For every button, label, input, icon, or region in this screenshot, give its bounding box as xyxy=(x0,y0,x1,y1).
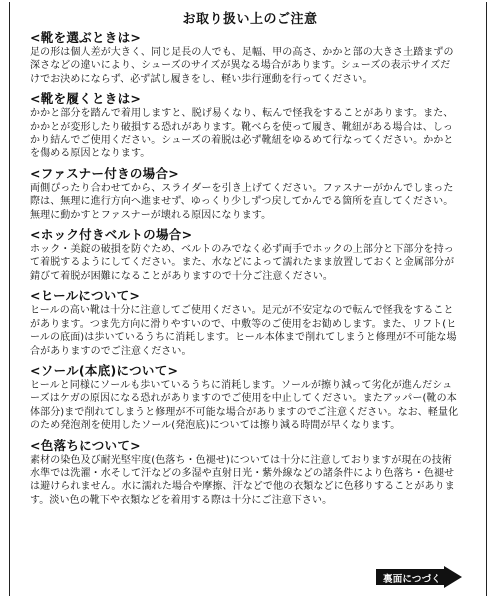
section-heel xyxy=(30,288,460,358)
section-heading: <靴を選ぶときは> xyxy=(30,30,142,45)
section-heading: <ソール(本底)について> xyxy=(30,362,179,378)
section-body: ホック・美錠の破損を防ぐため、ベルトのみでなく必ず両手でホックの上部分と下部分を持って着脱するようにしてください。また、水などによって濡れたまま放置しておくと金属部分が錆びて着脱が困難になることがありますので十分ご注意ください。 xyxy=(30,244,455,282)
section-sole xyxy=(30,363,460,433)
section-body: ヒールの高い靴は十分に注意してご使用ください。足元が不安定なので転んで怪我をすることがあります。つま先方向に滑りやすいので、中敷等のご使用をお勧めします。また、リフト(ヒールの底面)は歩いているうちに消耗します。ヒール本体まで削れてしまうと修理が不可能な場合がありますのでご注意ください。 xyxy=(30,305,457,357)
section-heading: <ホック付きベルトの場合> xyxy=(30,227,193,243)
section-color-fading xyxy=(30,438,460,508)
section-body: ヒールと同様にソールも歩いているうちに消耗します。ソールが擦り減って劣化が進んだシューズはケガの原因になる恐れがありますのでご使用を中止してください。またアッパー(靴の本体部分)まで削れてしまうと修理が不可能な場合がありますのでご注意ください。なお、軽量化のため発泡剤を使用したソール(発泡底)については擦り減る時間が早くなります。 xyxy=(30,379,459,432)
notice-content xyxy=(30,30,460,512)
next-page-label: 裏面につづく xyxy=(383,574,442,585)
section-zipper xyxy=(30,166,460,222)
next-page-arrow xyxy=(376,566,462,588)
section-body: 足の形は個人差が大きく、同じ足長の人でも、足幅、甲の高さ、かかと部の大きさ土踏まずの深さなどの違いにより、シューズのサイズが異なる場合があります。シューズの表示サイズだけでお決めにならず、必ず試し履きをし、軽い歩行運動を行ってください。 xyxy=(30,47,454,85)
section-hook-belt xyxy=(30,227,460,283)
section-body: 両側ぴったり合わせてから、スライダーを引き上げてください。ファスナーがかんでしまった際は、無理に進行方向へ進ませず、ゆっくり少しずつ戻してかんでる箇所を直してください。無理に動かすとファスナーが壊れる原因になります。 xyxy=(30,182,454,221)
section-heading: <色落ちについて> xyxy=(30,437,141,453)
section-heading: <ファスナー付きの場合> xyxy=(30,165,180,181)
section-wearing-shoes xyxy=(30,91,460,161)
page-title: お取り扱い上のご注意 xyxy=(182,12,318,27)
section-body: 素材の染色及び耐光堅牢度(色落ち・色褪せ)については十分に注意しておりますが現在の技術水準では洗濯・水そして汗などの多湿や直射日光・紫外線などの諸条件により色落ち・色褪せは避けられません。水に濡れた場合や摩擦、汗などで他の衣類などに色移りすることがあります。淡い色の靴下や衣類などを着用する際は十分にご注意下さい。 xyxy=(30,454,455,506)
section-heading: <ヒールについて> xyxy=(30,288,141,304)
section-heading: <靴を履くときは> xyxy=(30,91,142,107)
section-body: かかと部分を踏んで着用しますと、脱げ易くなり、転んで怪我をすることがあります。また、かかとが変形したり破損する恐れがあります。靴べらを使って履き、靴紐がある場合は、しっかり結んでご使用ください。シューズの着脱は必ず靴紐をゆるめて行なってください。かかとを傷める原因となります。 xyxy=(30,108,454,160)
section-choosing-shoes xyxy=(30,30,460,86)
